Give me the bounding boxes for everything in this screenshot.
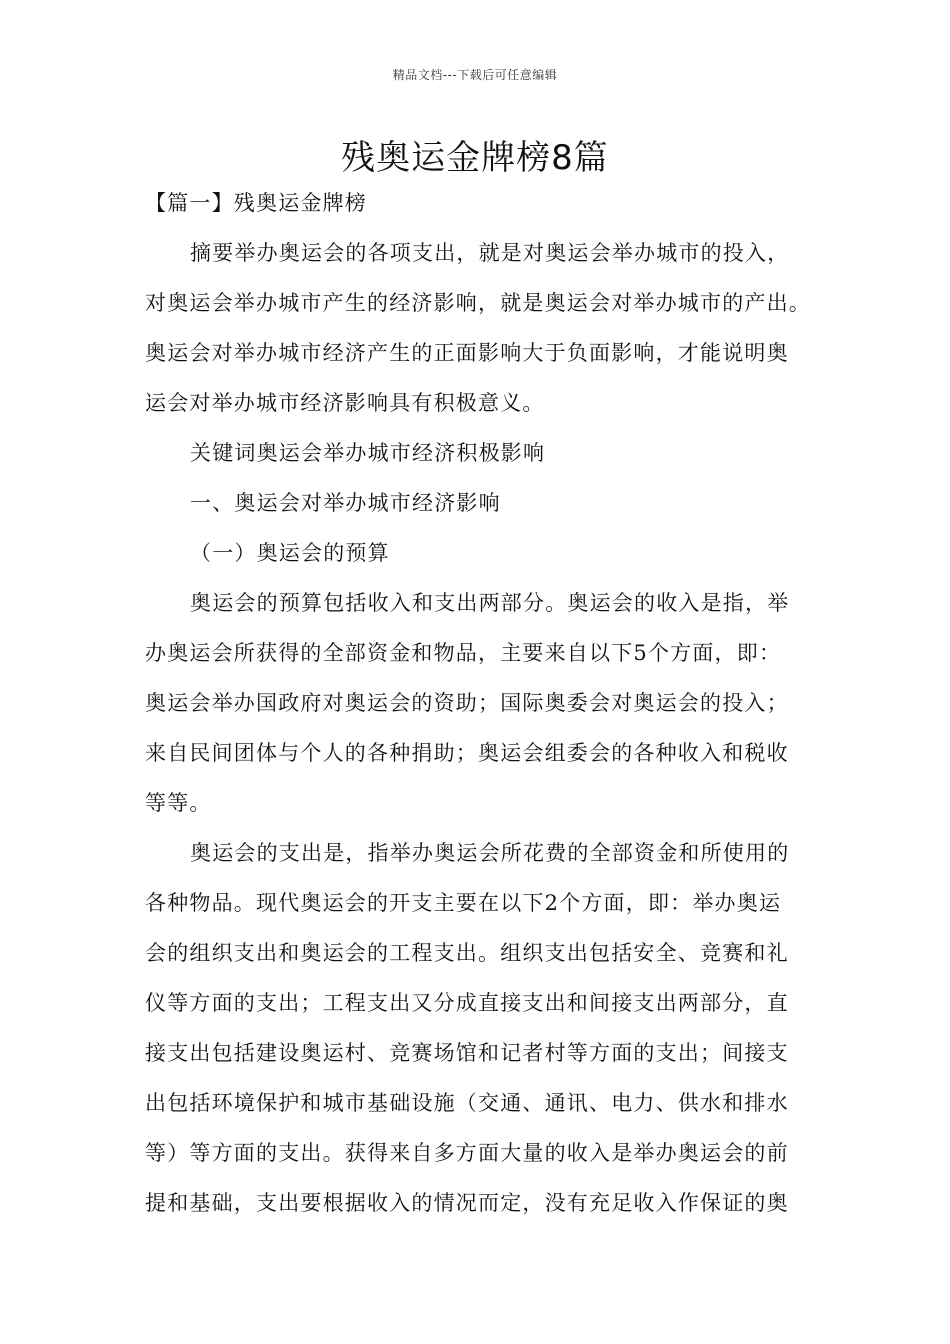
paragraph-line: 奥运会举办国政府对奥运会的资助；国际奥委会对奥运会的投入； — [145, 691, 789, 715]
expense-paragraph — [145, 828, 815, 1228]
paragraph-line: 奥运会对举办城市经济产生的正面影响大于负面影响，才能说明奥 — [145, 341, 789, 365]
paragraph-line: 运会对举办城市经济影响具有积极意义。 — [145, 391, 545, 415]
paragraph-line: 摘要举办奥运会的各项支出，就是对奥运会举办城市的投入， — [190, 241, 790, 265]
paragraph-line: 各种物品。现代奥运会的开支主要在以下2个方面，即：举办奥运 — [145, 891, 782, 915]
paragraph-line: 会的组织支出和奥运会的工程支出。组织支出包括安全、竞赛和礼 — [145, 941, 789, 965]
paragraph-line: 提和基础，支出要根据收入的情况而定，没有充足收入作保证的奥 — [145, 1191, 789, 1215]
paragraph-line: 来自民间团体与个人的各种捐助；奥运会组委会的各种收入和税收 — [145, 741, 789, 765]
paragraph-line: 对奥运会举办城市产生的经济影响，就是奥运会对举办城市的产出。 — [145, 291, 811, 315]
keywords-line: 关键词奥运会举办城市经济积极影响 — [190, 441, 546, 465]
paragraph-line: 接支出包括建设奥运村、竞赛场馆和记者村等方面的支出；间接支 — [145, 1041, 789, 1065]
paragraph-line: 仪等方面的支出；工程支出又分成直接支出和间接支出两部分，直 — [145, 991, 789, 1015]
paragraph-line: 奥运会的预算包括收入和支出两部分。奥运会的收入是指，举 — [190, 591, 790, 615]
header-note: 精品文档---下载后可任意编辑 — [392, 68, 558, 82]
paragraph-line: 办奥运会所获得的全部资金和物品，主要来自以下5个方面，即： — [145, 641, 782, 665]
budget-paragraph — [145, 578, 815, 828]
section-heading: 【篇一】残奥运金牌榜 — [145, 191, 367, 215]
paragraph-line: 等等。 — [145, 791, 212, 815]
paragraph-line: 等）等方面的支出。获得来自多方面大量的收入是举办奥运会的前 — [145, 1141, 789, 1165]
paragraph-line: 奥运会的支出是，指举办奥运会所花费的全部资金和所使用的 — [190, 841, 790, 865]
paragraph-line: 出包括环境保护和城市基础设施（交通、通讯、电力、供水和排水 — [145, 1091, 789, 1115]
abstract-paragraph — [145, 228, 815, 428]
heading-level-2: （一）奥运会的预算 — [190, 541, 390, 565]
document-body — [145, 178, 815, 1228]
heading-level-1: 一、奥运会对举办城市经济影响 — [190, 491, 501, 515]
document-title: 残奥运金牌榜8篇 — [341, 138, 609, 178]
